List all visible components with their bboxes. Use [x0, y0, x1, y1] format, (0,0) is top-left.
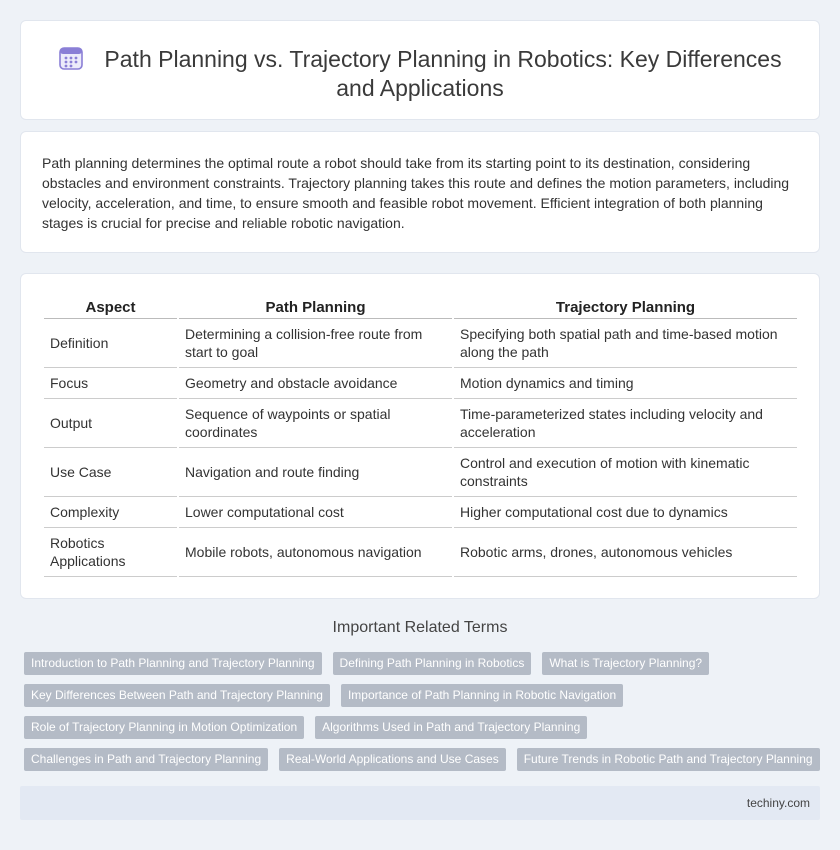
table-cell: Sequence of waypoints or spatial coordinates [179, 399, 452, 448]
related-term-tag[interactable]: Real-World Applications and Use Cases [279, 748, 506, 771]
column-header-path-planning: Path Planning [179, 296, 452, 319]
related-term-tag[interactable]: Role of Trajectory Planning in Motion Optimization [24, 716, 304, 739]
related-terms-list [24, 652, 824, 780]
footer-bar [20, 786, 820, 820]
comparison-card [20, 273, 820, 599]
column-header-trajectory-planning: Trajectory Planning [454, 296, 797, 319]
header-card [20, 20, 820, 120]
table-cell: Definition [44, 319, 177, 368]
related-term-tag[interactable]: Future Trends in Robotic Path and Trajectory Planning [517, 748, 820, 771]
table-row [44, 528, 797, 577]
table-cell: Robotics Applications [44, 528, 177, 577]
calendar-icon [58, 45, 84, 71]
related-terms-title: Important Related Terms [332, 619, 508, 636]
table-cell: Specifying both spatial path and time-based motion along the path [454, 319, 797, 368]
tag-row [24, 684, 824, 716]
comparison-table [42, 296, 799, 577]
table-cell: Lower computational cost [179, 497, 452, 528]
footer-site-link[interactable]: techiny.com [746, 796, 810, 810]
table-cell: Time-parameterized states including velocity and acceleration [454, 399, 797, 448]
related-term-tag[interactable]: What is Trajectory Planning? [542, 652, 709, 675]
related-term-tag[interactable]: Key Differences Between Path and Trajectory Planning [24, 684, 330, 707]
column-header-aspect: Aspect [44, 296, 177, 319]
related-term-tag[interactable]: Algorithms Used in Path and Trajectory Planning [315, 716, 587, 739]
intro-paragraph: Path planning determines the optimal route a robot should take from its starting point to its destination, considering obstacles and environment constraints. Trajectory planning takes this route and defines the motion parameters, including velocity, acceleration, and time, to ensure smooth and feasible robot movement. Efficient integration of both planning stages is crucial for precise and reliable robotic navigation. [42, 155, 790, 231]
related-term-tag[interactable]: Defining Path Planning in Robotics [333, 652, 532, 675]
table-cell: Geometry and obstacle avoidance [179, 368, 452, 399]
intro-card [20, 131, 820, 253]
table-row [44, 448, 797, 497]
page-title-container [21, 45, 819, 103]
table-cell: Mobile robots, autonomous navigation [179, 528, 452, 577]
tag-row [24, 748, 824, 780]
table-cell: Use Case [44, 448, 177, 497]
table-cell: Determining a collision-free route from start to goal [179, 319, 452, 368]
tag-row [24, 716, 824, 748]
table-cell: Complexity [44, 497, 177, 528]
related-term-tag[interactable]: Introduction to Path Planning and Trajectory Planning [24, 652, 322, 675]
table-row [44, 399, 797, 448]
related-term-tag[interactable]: Importance of Path Planning in Robotic Navigation [341, 684, 623, 707]
table-row [44, 319, 797, 368]
table-cell: Navigation and route finding [179, 448, 452, 497]
table-row [44, 368, 797, 399]
table-row [44, 497, 797, 528]
table-header-row [44, 296, 797, 319]
tag-row [24, 652, 824, 684]
page-title: Path Planning vs. Trajectory Planning in Robotics: Key Differences and Applications [104, 46, 782, 101]
table-cell: Output [44, 399, 177, 448]
table-cell: Motion dynamics and timing [454, 368, 797, 399]
table-cell: Robotic arms, drones, autonomous vehicles [454, 528, 797, 577]
related-term-tag[interactable]: Challenges in Path and Trajectory Planning [24, 748, 268, 771]
table-cell: Focus [44, 368, 177, 399]
table-cell: Control and execution of motion with kinematic constraints [454, 448, 797, 497]
table-cell: Higher computational cost due to dynamics [454, 497, 797, 528]
